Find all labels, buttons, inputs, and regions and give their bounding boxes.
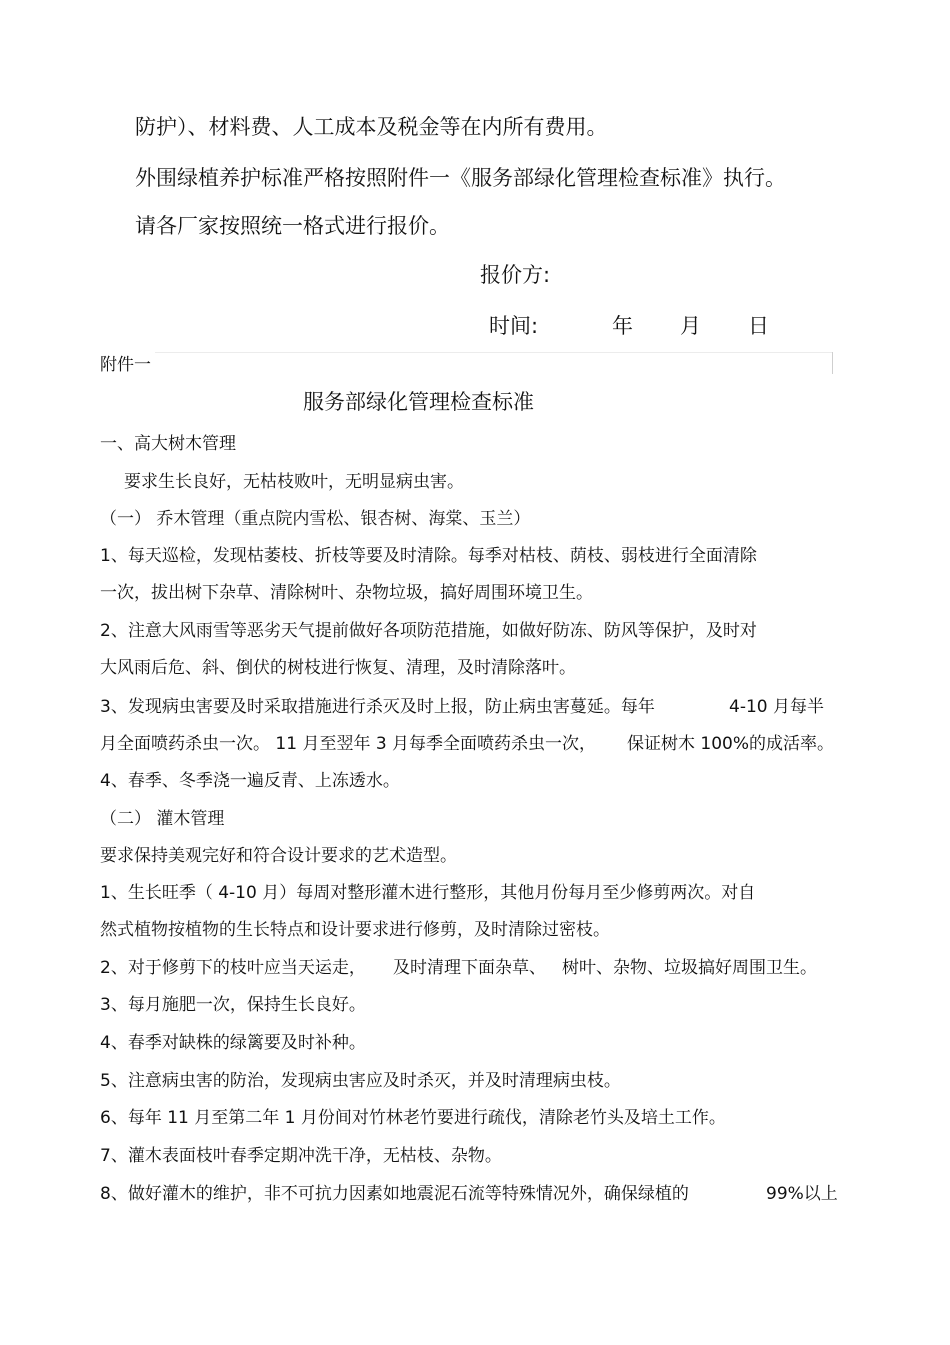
time-label: 时间: — [489, 314, 539, 338]
attachment-label: 附件一 — [100, 355, 151, 375]
sub2-item2-part3: 树叶、杂物、垃圾搞好周围卫生。 — [562, 958, 817, 978]
sub1-item1-line2: 一次，拔出树下杂草、清除树叶、杂物垃圾，搞好周围环境卫生。 — [100, 583, 593, 603]
sub2-item3: 3、每月施肥一次，保持生长良好。 — [100, 995, 366, 1015]
sub2-item1-line2: 然式植物按植物的生长特点和设计要求进行修剪，及时清除过密枝。 — [100, 920, 610, 940]
intro-line-1: 防护）、材料费、人工成本及税金等在内所有费用。 — [135, 115, 608, 139]
sub2-requirement: 要求保持美观完好和符合设计要求的艺术造型。 — [100, 846, 457, 866]
sub1-item3-line2-a: 月全面喷药杀虫一次。 11 月至翌年 3 月每季全面喷药杀虫一次， — [100, 734, 597, 754]
sub1-item3-line1-b: 4-10 月每半 — [729, 697, 824, 717]
year-label: 年 — [612, 314, 633, 338]
sub2-item1-line1: 1、生长旺季（ 4-10 月）每周对整形灌木进行整形，其他月份每月至少修剪两次。对自 — [100, 883, 756, 903]
month-label: 月 — [680, 314, 701, 338]
sub2-item8-part2: 99%以上 — [766, 1184, 838, 1204]
document-title: 服务部绿化管理检查标准 — [303, 390, 534, 414]
sub2-heading: （二） 灌木管理 — [100, 809, 225, 829]
sub1-item3-line2-b: 保证树木 100%的成活率。 — [627, 734, 835, 754]
page-divider-vertical — [832, 352, 833, 374]
quoter-label: 报价方: — [480, 263, 551, 287]
sub1-heading: （一） 乔木管理（重点院内雪松、银杏树、海棠、玉兰） — [100, 509, 531, 529]
sub2-item7: 7、灌木表面枝叶春季定期冲洗干净，无枯枝、杂物。 — [100, 1146, 502, 1166]
section1-requirement: 要求生长良好，无枯枝败叶，无明显病虫害。 — [124, 472, 464, 492]
sub2-item2-part2: 及时清理下面杂草、 — [393, 958, 546, 978]
intro-line-2: 外围绿植养护标准严格按照附件一《服务部绿化管理检查标准》执行。 — [135, 166, 786, 190]
sub1-item3-line1-a: 3、发现病虫害要及时采取措施进行杀灭及时上报，防止病虫害蔓延。每年 — [100, 697, 655, 717]
intro-line-3: 请各厂家按照统一格式进行报价。 — [135, 214, 450, 238]
sub2-item6: 6、每年 11 月至第二年 1 月份间对竹林老竹要进行疏伐，清除老竹头及培土工作。 — [100, 1108, 726, 1128]
sub1-item2-line2: 大风雨后危、斜、倒伏的树枝进行恢复、清理，及时清除落叶。 — [100, 658, 576, 678]
sub2-item5: 5、注意病虫害的防治，发现病虫害应及时杀灭，并及时清理病虫枝。 — [100, 1071, 621, 1091]
sub2-item4: 4、春季对缺株的绿篱要及时补种。 — [100, 1033, 366, 1053]
day-label: 日 — [748, 314, 769, 338]
section1-heading: 一、高大树木管理 — [100, 434, 236, 454]
sub1-item1-line1: 1、每天巡检，发现枯萎枝、折枝等要及时清除。每季对枯枝、荫枝、弱枝进行全面清除 — [100, 546, 757, 566]
sub2-item2-part1: 2、对于修剪下的枝叶应当天运走， — [100, 958, 366, 978]
sub1-item4: 4、春季、冬季浇一遍反青、上冻透水。 — [100, 771, 400, 791]
page-divider-horizontal — [155, 352, 832, 353]
sub2-item8-part1: 8、做好灌木的维护，非不可抗力因素如地震泥石流等特殊情况外，确保绿植的 — [100, 1184, 689, 1204]
sub1-item2-line1: 2、注意大风雨雪等恶劣天气提前做好各项防范措施，如做好防冻、防风等保护，及时对 — [100, 621, 757, 641]
